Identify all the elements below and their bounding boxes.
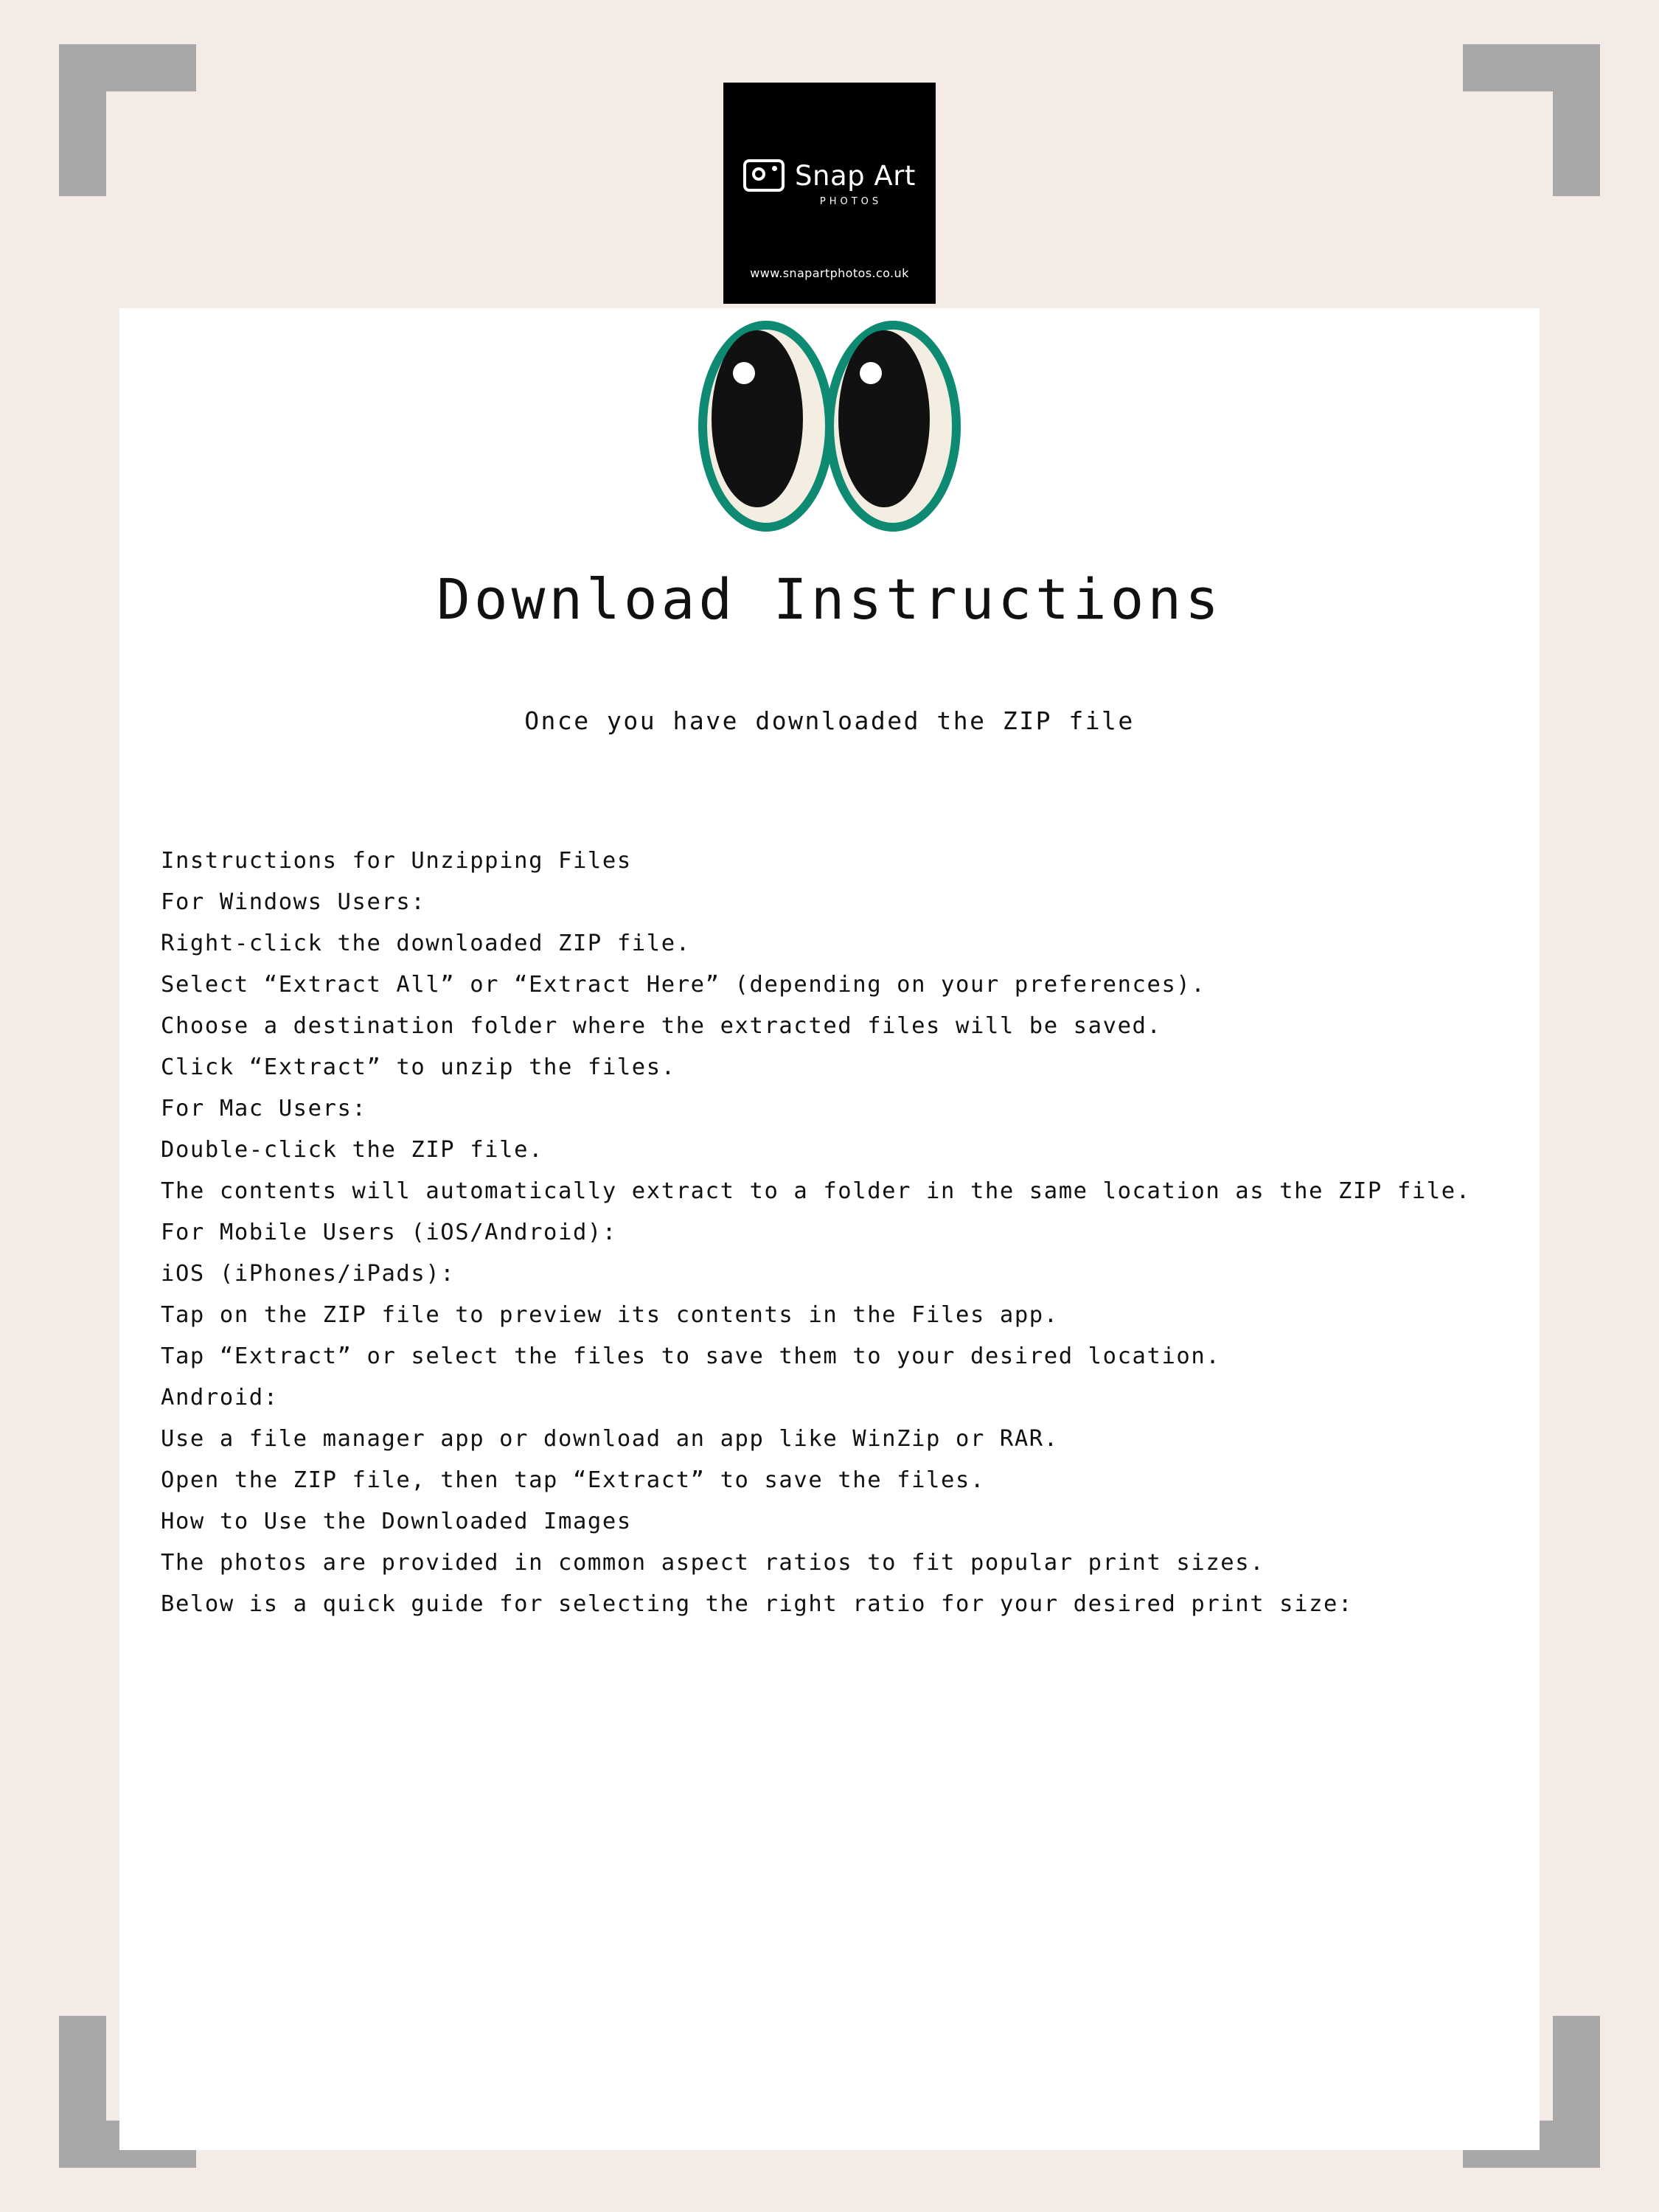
instruction-line: iOS (iPhones/iPads): [161, 1261, 456, 1287]
brand-logo-row [743, 159, 916, 192]
camera-icon [743, 159, 785, 192]
instruction-line: Double-click the ZIP file. [161, 1137, 544, 1163]
brand-logo-badge [723, 83, 936, 304]
instruction-line: Android: [161, 1385, 279, 1411]
instruction-line: The contents will automatically extract to a folder in the same location as the ZIP file. [161, 1178, 1471, 1204]
instruction-line: How to Use the Downloaded Images [161, 1509, 632, 1534]
brand-tagline: PHOTOS [819, 196, 883, 207]
instruction-line: Select “Extract All” or “Extract Here” (depending on your preferences). [161, 972, 1206, 998]
instruction-line: Instructions for Unzipping Files [161, 848, 632, 874]
instructions-body [161, 841, 1540, 1625]
instruction-line: Click “Extract” to unzip the files. [161, 1054, 676, 1080]
cartoon-eyes-icon [689, 316, 970, 540]
instruction-line: Tap “Extract” or select the files to save them to your desired location. [161, 1343, 1221, 1369]
instruction-line: Open the ZIP file, then tap “Extract” to save the files. [161, 1467, 985, 1493]
instruction-line: Below is a quick guide for selecting the right ratio for your desired print size: [161, 1591, 1353, 1617]
instruction-line: For Mobile Users (iOS/Android): [161, 1220, 617, 1245]
instruction-line: Use a file manager app or download an app like WinZip or RAR. [161, 1426, 1059, 1452]
instruction-line: Choose a destination folder where the extracted files will be saved. [161, 1013, 1162, 1039]
instruction-line: Tap on the ZIP file to preview its contents in the Files app. [161, 1302, 1059, 1328]
page-title: Download Instructions [437, 566, 1222, 632]
instruction-line: For Windows Users: [161, 889, 426, 915]
instruction-line: Right-click the downloaded ZIP file. [161, 931, 691, 956]
frame-gap-left [55, 196, 112, 2016]
frame-gap-right [1547, 196, 1604, 2016]
brand-website: www.snapartphotos.co.uk [750, 266, 909, 280]
instruction-line: For Mac Users: [161, 1096, 367, 1121]
page-subtitle: Once you have downloaded the ZIP file [524, 706, 1135, 735]
brand-name: Snap Art [795, 159, 916, 192]
instruction-line: The photos are provided in common aspect ratios to fit popular print sizes. [161, 1550, 1265, 1576]
